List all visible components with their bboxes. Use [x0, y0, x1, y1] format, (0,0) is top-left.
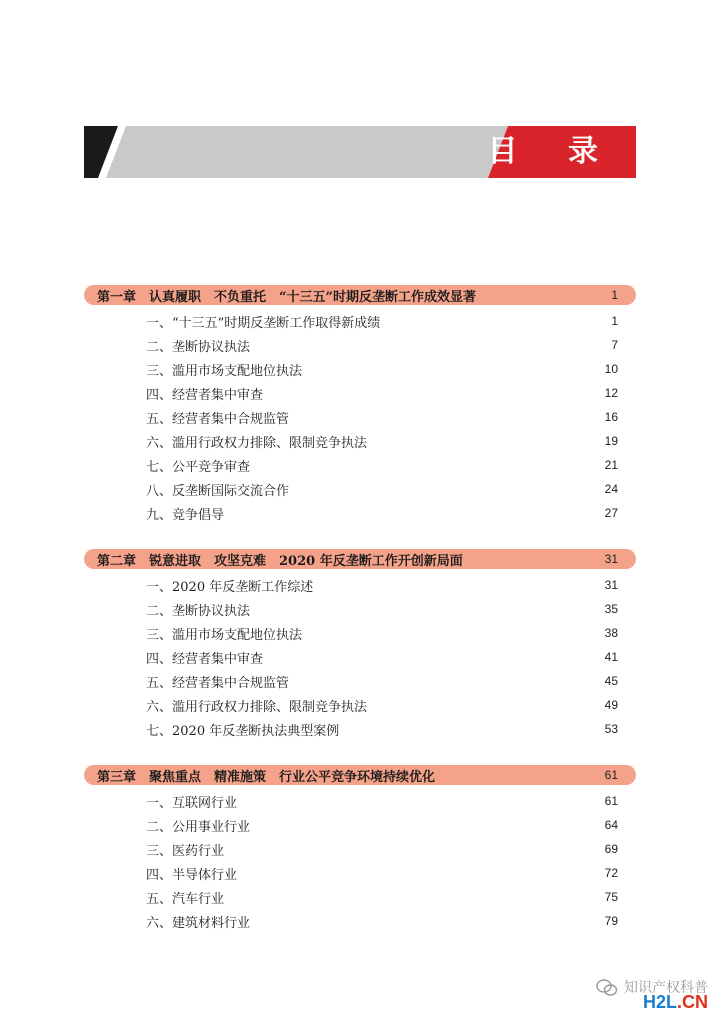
entry-page-number: 10 [604, 362, 618, 376]
entry-page-number: 61 [604, 794, 618, 808]
toc-entry[interactable] [84, 717, 636, 741]
toc-entry[interactable] [84, 477, 636, 501]
entry-page-number: 21 [604, 458, 618, 472]
toc-entry[interactable] [84, 381, 636, 405]
toc-entry[interactable] [84, 309, 636, 333]
watermark-text: 知识产权科普 [624, 980, 708, 996]
entry-title: 四、经营者集中审查 [146, 387, 264, 403]
toc-entry[interactable] [84, 621, 636, 645]
entry-title: 二、公用事业行业 [146, 819, 251, 835]
entry-title: 三、滥用市场支配地位执法 [146, 627, 303, 643]
chapter-page-number: 1 [611, 288, 618, 302]
entry-page-number: 64 [604, 818, 618, 832]
toc-entry[interactable] [84, 669, 636, 693]
entry-title: 五、经营者集中合规监管 [146, 411, 290, 427]
entry-title: 一、“十三五”时期反垄断工作取得新成绩 [146, 315, 381, 331]
entry-title: 二、垄断协议执法 [146, 603, 251, 619]
entry-title: 二、垄断协议执法 [146, 339, 251, 355]
chapter-row[interactable] [84, 549, 636, 569]
toc-entry[interactable] [84, 885, 636, 909]
toc-entry[interactable] [84, 861, 636, 885]
toc-header-banner [84, 126, 636, 178]
entry-page-number: 27 [604, 506, 618, 520]
chapter-page-number: 61 [604, 768, 618, 782]
toc-entry[interactable] [84, 501, 636, 525]
entry-page-number: 31 [604, 578, 618, 592]
toc-entry[interactable] [84, 429, 636, 453]
entry-page-number: 35 [604, 602, 618, 616]
entry-page-number: 79 [604, 914, 618, 928]
entry-page-number: 12 [604, 386, 618, 400]
entry-title: 八、反垄断国际交流合作 [146, 483, 290, 499]
entry-title: 四、经营者集中审查 [146, 651, 264, 667]
entry-title: 三、滥用市场支配地位执法 [146, 363, 303, 379]
chapter-row[interactable] [84, 765, 636, 785]
entry-title: 九、竞争倡导 [146, 507, 225, 523]
chapter-page-number: 31 [604, 552, 618, 566]
entry-page-number: 45 [604, 674, 618, 688]
entry-title: 六、滥用行政权力排除、限制竞争执法 [146, 435, 368, 451]
entry-title: 七、公平竞争审查 [146, 459, 251, 475]
toc-entry[interactable] [84, 909, 636, 933]
toc-entry[interactable] [84, 333, 636, 357]
toc-entry[interactable] [84, 645, 636, 669]
chapter-row[interactable] [84, 285, 636, 305]
toc-entry[interactable] [84, 813, 636, 837]
chapter-title: 第三章 聚焦重点 精准施策 行业公平竞争环境持续优化 [97, 769, 436, 785]
entry-title: 五、汽车行业 [146, 891, 225, 907]
entry-page-number: 24 [604, 482, 618, 496]
entry-page-number: 19 [604, 434, 618, 448]
toc-entry[interactable] [84, 597, 636, 621]
wechat-icon [596, 979, 618, 997]
toc-entry[interactable] [84, 693, 636, 717]
entry-page-number: 72 [604, 866, 618, 880]
entry-title: 一、互联网行业 [146, 795, 238, 811]
entry-page-number: 1 [611, 314, 618, 328]
entry-title: 一、2020 年反垄断工作综述 [146, 579, 314, 595]
entry-title: 四、半导体行业 [146, 867, 238, 883]
entry-page-number: 49 [604, 698, 618, 712]
chapter-title: 第一章 认真履职 不负重托 “十三五”时期反垄断工作成效显著 [97, 289, 476, 305]
entry-page-number: 16 [604, 410, 618, 424]
entry-page-number: 41 [604, 650, 618, 664]
entry-page-number: 7 [611, 338, 618, 352]
toc-entry[interactable] [84, 573, 636, 597]
chapter-title: 第二章 锐意进取 攻坚克难 2020 年反垄断工作开创新局面 [97, 553, 463, 569]
toc-entry[interactable] [84, 357, 636, 381]
toc-entry[interactable] [84, 453, 636, 477]
entry-title: 六、滥用行政权力排除、限制竞争执法 [146, 699, 368, 715]
toc-entry[interactable] [84, 837, 636, 861]
page-title: 目 录 [487, 134, 618, 169]
entry-page-number: 38 [604, 626, 618, 640]
entry-title: 七、2020 年反垄断执法典型案例 [146, 723, 340, 739]
entry-title: 三、医药行业 [146, 843, 225, 859]
table-of-contents [84, 285, 636, 933]
site-logo: H2L.CN [642, 992, 708, 1012]
entry-page-number: 53 [604, 722, 618, 736]
entry-page-number: 69 [604, 842, 618, 856]
toc-entry[interactable] [84, 789, 636, 813]
entry-page-number: 75 [604, 890, 618, 904]
entry-title: 五、经营者集中合规监管 [146, 675, 290, 691]
toc-entry[interactable] [84, 405, 636, 429]
entry-title: 六、建筑材料行业 [146, 915, 251, 931]
watermark [596, 977, 708, 1011]
